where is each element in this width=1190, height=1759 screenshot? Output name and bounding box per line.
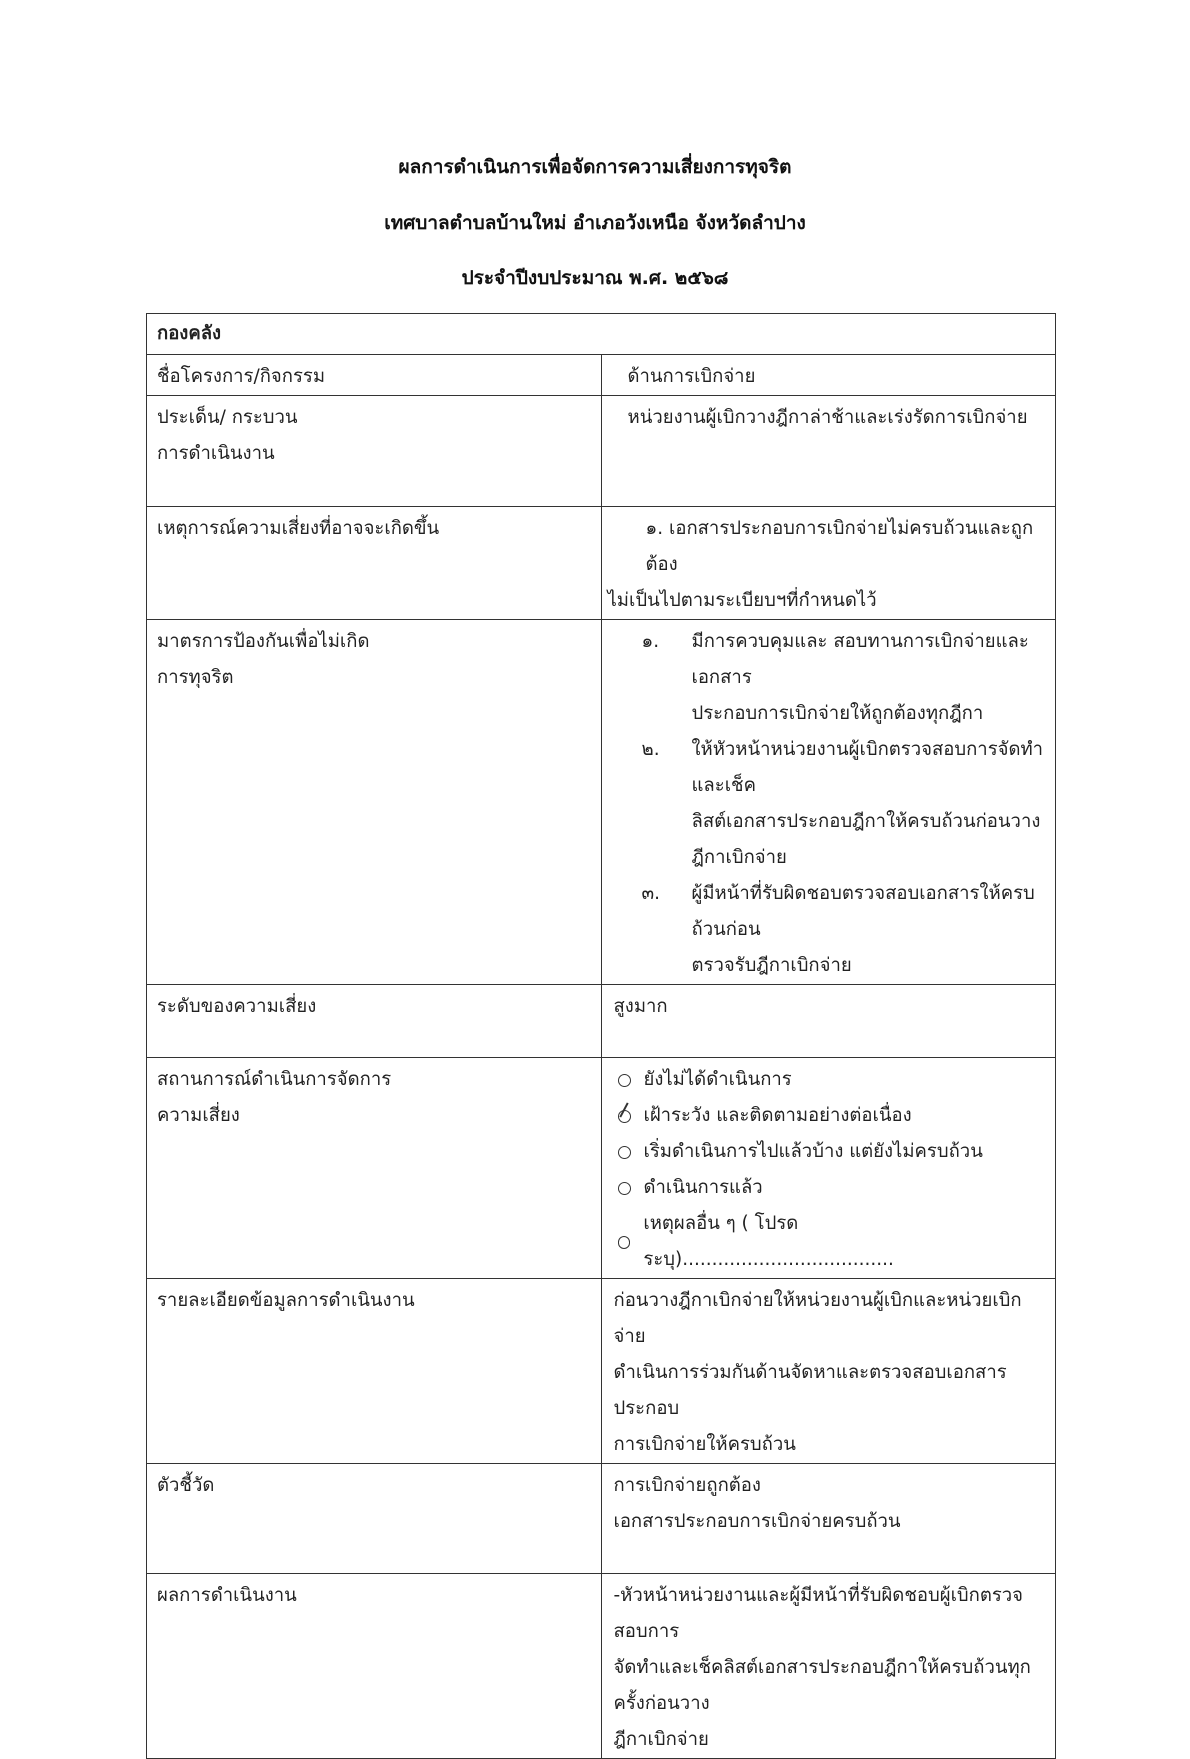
- indicator-label: ตัวชี้วัด: [147, 1464, 602, 1574]
- indicator-value: การเบิกจ่ายถูกต้อง เอกสารประกอบการเบิกจ่ายครบถ้วน: [601, 1464, 1056, 1574]
- organization-line: เทศบาลตำบลบ้านใหม่ อำเภอวังเหนือ จังหวัดลำปาง: [384, 212, 806, 234]
- result-label: ผลการดำเนินงาน: [147, 1574, 602, 1759]
- result-value: -หัวหน้าหน่วยงานและผู้มีหน้าที่รับผิดชอบผู้เบิกตรวจสอบการ จัดทำและเช็คลิสต์เอกสารประกอบฎีกาให้ครบถ้วนทุกครั้งก่อนวาง ฎีกาเบิกจ่าย: [601, 1574, 1056, 1759]
- checked-circle-icon: [618, 1110, 631, 1123]
- radio-circle-icon: [618, 1236, 631, 1249]
- measures-label: มาตรการป้องกันเพื่อไม่เกิด การทุจริต: [147, 620, 602, 985]
- risk-event-value: ๑. เอกสารประกอบการเบิกจ่ายไม่ครบถ้วนและถูกต้อง ไม่เป็นไปตามระเบียบฯที่กำหนดไว้: [601, 507, 1056, 620]
- status-option-checked[interactable]: เฝ้าระวัง และติดตามอย่างต่อเนื่อง: [614, 1098, 1046, 1134]
- risk-event-label: เหตุการณ์ความเสี่ยงที่อาจจะเกิดขึ้น: [147, 507, 602, 620]
- details-label: รายละเอียดข้อมูลการดำเนินงาน: [147, 1279, 602, 1464]
- radio-circle-icon: [618, 1182, 631, 1195]
- status-label: สถานการณ์ดำเนินการจัดการ ความเสี่ยง: [147, 1058, 602, 1279]
- risk-level-value: สูงมาก: [601, 985, 1056, 1058]
- measure-item: ๑. มีการควบคุมและ สอบทานการเบิกจ่ายและเอกสาร ประกอบการเบิกจ่ายให้ถูกต้องทุกฎีกา: [641, 631, 1029, 724]
- department-header: กองคลัง: [147, 314, 1056, 355]
- status-option[interactable]: เหตุผลอื่น ๆ ( โปรดระบุ)....................................: [614, 1206, 1046, 1278]
- status-option[interactable]: ยังไม่ได้ดำเนินการ: [614, 1062, 1046, 1098]
- risk-management-table: [146, 313, 1056, 1759]
- issue-label: ประเด็น/ กระบวน การดำเนินงาน: [147, 396, 602, 507]
- status-options: [601, 1058, 1056, 1279]
- issue-value: หน่วยงานผู้เบิกวางฎีกาล่าช้าและเร่งรัดการเบิกจ่าย: [601, 396, 1056, 507]
- radio-circle-icon: [618, 1074, 631, 1087]
- measure-item: ๓. ผู้มีหน้าที่รับผิดชอบตรวจสอบเอกสารให้ครบถ้วนก่อน ตรวจรับฎีกาเบิกจ่าย: [641, 883, 1035, 976]
- document-title: ผลการดำเนินการเพื่อจัดการความเสี่ยงการทุจริต: [398, 156, 792, 178]
- risk-level-label: ระดับของความเสี่ยง: [147, 985, 602, 1058]
- project-label: ชื่อโครงการ/กิจกรรม: [147, 355, 602, 396]
- status-option[interactable]: ดำเนินการแล้ว: [614, 1170, 1046, 1206]
- measure-item: ๒. ให้หัวหน้าหน่วยงานผู้เบิกตรวจสอบการจัดทำและเช็ค ลิสต์เอกสารประกอบฎีกาให้ครบถ้วนก่อนวางฎีกาเบิกจ่าย: [641, 739, 1044, 868]
- measures-value: [601, 620, 1056, 985]
- status-option[interactable]: เริ่มดำเนินการไปแล้วบ้าง แต่ยังไม่ครบถ้วน: [614, 1134, 1046, 1170]
- fiscal-year-line: ประจำปีงบประมาณ พ.ศ. ๒๕๖๘: [461, 267, 729, 289]
- project-value: ด้านการเบิกจ่าย: [601, 355, 1056, 396]
- details-value: ก่อนวางฎีกาเบิกจ่ายให้หน่วยงานผู้เบิกและหน่วยเบิกจ่าย ดำเนินการร่วมกันด้านจัดหาและตรวจสอบเอกสารประกอบ การเบิกจ่ายให้ครบถ้วน: [601, 1279, 1056, 1464]
- radio-circle-icon: [618, 1146, 631, 1159]
